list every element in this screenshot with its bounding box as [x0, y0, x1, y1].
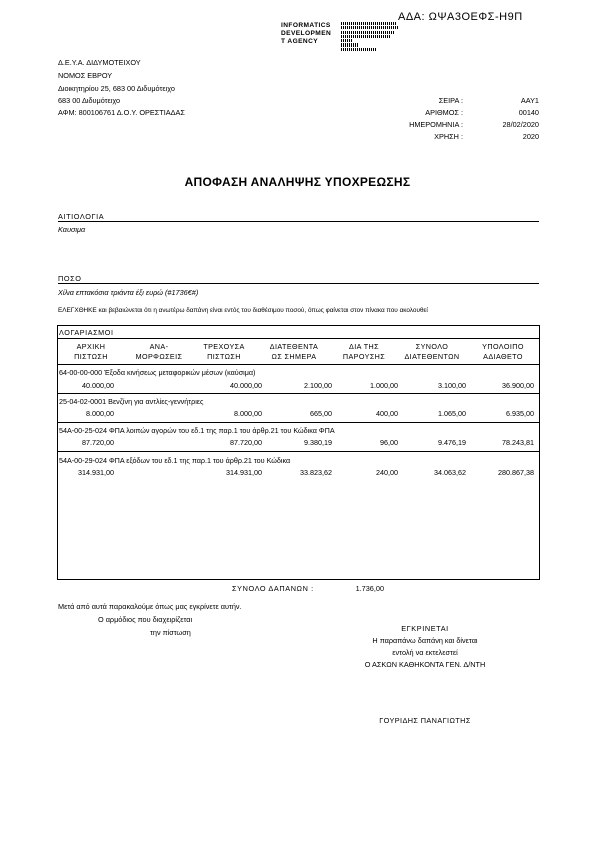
account-total-allocated: 3.100,00 [438, 381, 466, 390]
fiscal-year-label: ΧΡΗΣΗ : [434, 132, 463, 141]
ada-code: ΑΔΑ: ΩΨΑ3ΟΕΦΣ-Η9Π [398, 11, 523, 23]
amount-label: ΠΟΣΟ [58, 274, 82, 283]
account-allocated-to-date: 9.380,19 [304, 438, 332, 447]
issuer-prefecture: ΝΟΜΟΣ ΕΒΡΟΥ [58, 71, 113, 80]
account-initial-credit: 314.931,00 [78, 468, 114, 477]
header-total-allocated: ΣΥΝΟΛΟ ΔΙΑΤΕΘΕΝΤΩΝ [404, 342, 460, 361]
account-current-credit: 40.000,00 [230, 381, 262, 390]
logo-fine-print [341, 22, 399, 54]
account-title: 54Α-00-29-024 ΦΠΑ εξόδων του εδ.1 της παρ.1 του άρθρ.21 του Κώδικα [59, 456, 291, 465]
account-unallocated: 78.243,81 [502, 438, 534, 447]
officer-line-1: Ο αρμόδιος που διαχειρίζεται [98, 615, 193, 624]
reason-label: ΑΙΤΙΟΛΟΓΙΑ [58, 212, 105, 221]
account-current-credit: 8.000,00 [234, 409, 262, 418]
issuer-address: Διοικητηρίου 25, 683 00 Διδυμότειχο [58, 84, 175, 93]
header-adjustments: ΑΝΑ- ΜΟΡΦΩΣΕΙΣ [135, 342, 183, 361]
account-initial-credit: 40.000,00 [82, 381, 114, 390]
date-label: ΗΜΕΡΟΜΗΝΙΑ : [409, 120, 463, 129]
account-allocated-to-date: 33.823,62 [300, 468, 332, 477]
officer-line-2: την πίστωση [150, 628, 191, 637]
approved-heading: ΕΓΚΡΙΝΕΤΑΙ [401, 624, 449, 633]
header-allocated-to-date: ΔΙΑΤΕΘΕΝΤΑ ΩΣ ΣΗΜΕΡΑ [269, 342, 319, 361]
account-title: 54Α-00-25-024 ΦΠΑ λοιπών αγορών του εδ.1 της παρ.1 του άρθρ.21 του Κώδικα ΦΠΑ [59, 426, 335, 435]
series-value: ΑΑΥ1 [520, 96, 539, 105]
amount-divider [58, 283, 539, 284]
series-label: ΣΕΙΡΑ : [438, 96, 463, 105]
accounts-table [57, 325, 540, 580]
agency-logo [281, 21, 401, 57]
header-unallocated: ΥΠΟΛΟΙΠΟ ΑΔΙΑΘΕΤΟ [482, 342, 524, 361]
account-title: 64-00-00-000 Έξοδα κινήσεως μεταφορικών μέσων (καύσιμα) [59, 368, 256, 377]
approved-line-1: Η παραπάνω δαπάνη και δίνεται [372, 636, 478, 645]
number-label: ΑΡΙΘΜΟΣ : [425, 108, 463, 117]
account-total-allocated: 34.063,62 [434, 468, 466, 477]
header-current-credit: ΤΡΕΧΟΥΣΑ ΠΙΣΤΩΣΗ [203, 342, 245, 361]
account-this-decision: 96,00 [380, 438, 398, 447]
account-allocated-to-date: 665,00 [310, 409, 332, 418]
logo-line-2: DEVELOPMEN [281, 30, 332, 37]
approval-request: Μετά από αυτά παρακαλούμε όπως μας εγκρίνετε αυτήν. [58, 602, 242, 611]
account-current-credit: 87.720,00 [230, 438, 262, 447]
account-initial-credit: 8.000,00 [86, 409, 114, 418]
account-total-allocated: 9.476,19 [438, 438, 466, 447]
account-title: 25-04-02-0001 Βενζίνη για αντλίες-γεννήτριες [59, 397, 204, 406]
header-initial-credit: ΑΡΧΙΚΗ ΠΙΣΤΩΣΗ [74, 342, 108, 361]
account-allocated-to-date: 2.100,00 [304, 381, 332, 390]
fiscal-year-value: 2020 [522, 132, 539, 141]
account-current-credit: 314.931,00 [226, 468, 262, 477]
header-this-decision: ΔΙΑ ΤΗΣ ΠΑΡΟΥΣΗΣ [342, 342, 386, 361]
total-expenses-label: ΣΥΝΟΛΟ ΔΑΠΑΝΩΝ : [232, 584, 314, 593]
table-divider [58, 338, 539, 339]
amount-value: Χίλια επτακόσια τριάντα έξι ευρώ (#1736€#) [58, 288, 199, 297]
account-this-decision: 400,00 [376, 409, 398, 418]
issuer-city: 683 00 Διδυμότειχο [58, 96, 121, 105]
table-divider [58, 422, 539, 423]
account-unallocated: 6.935,00 [506, 409, 534, 418]
date-value: 28/02/2020 [502, 120, 539, 129]
number-value: 00140 [518, 108, 539, 117]
issuer-tax: ΑΦΜ: 800106761 Δ.Ο.Υ. ΟΡΕΣΤΙΑΔΑΣ [58, 108, 185, 117]
signatory-name: ΓΟΥΡΙΔΗΣ ΠΑΝΑΓΙΩΤΗΣ [379, 716, 471, 725]
signatory-role: Ο ΑΣΚΩΝ ΚΑΘΗΚΟΝΤΑ ΓΕΝ. Δ/ΝΤΗ [364, 660, 486, 669]
account-total-allocated: 1.065,00 [438, 409, 466, 418]
logo-line-1: INFORMATICS [281, 22, 331, 29]
reason-divider [58, 221, 539, 222]
approved-line-2: εντολή να εκτελεστεί [392, 648, 458, 657]
checked-statement: ΕΛΕΓΧΘΗΚΕ και βεβαιώνεται ότι η ανωτέρω δαπάνη είναι εντός του διαθέσιμου ποσού, όπως φαίνεται στον πίνακα που ακολουθεί [58, 307, 428, 314]
issuer-name: Δ.Ε.Υ.Α. ΔΙΔΥΜΟΤΕΙΧΟΥ [58, 58, 141, 67]
reason-value: Καυσιμα [58, 225, 86, 234]
table-divider [58, 364, 539, 365]
account-this-decision: 1.000,00 [370, 381, 398, 390]
table-divider [58, 451, 539, 452]
logo-line-3: T AGENCY [281, 38, 319, 45]
account-unallocated: 36.900,00 [502, 381, 534, 390]
accounts-table-title: ΛΟΓΑΡΙΑΣΜΟΙ [59, 328, 114, 337]
total-expenses-value: 1.736,00 [355, 584, 384, 593]
page-title: ΑΠΟΦΑΣΗ ΑΝΑΛΗΨΗΣ ΥΠΟΧΡΕΩΣΗΣ [184, 175, 411, 189]
account-initial-credit: 87.720,00 [82, 438, 114, 447]
account-this-decision: 240,00 [376, 468, 398, 477]
account-unallocated: 280.867,38 [498, 468, 534, 477]
table-divider [58, 393, 539, 394]
